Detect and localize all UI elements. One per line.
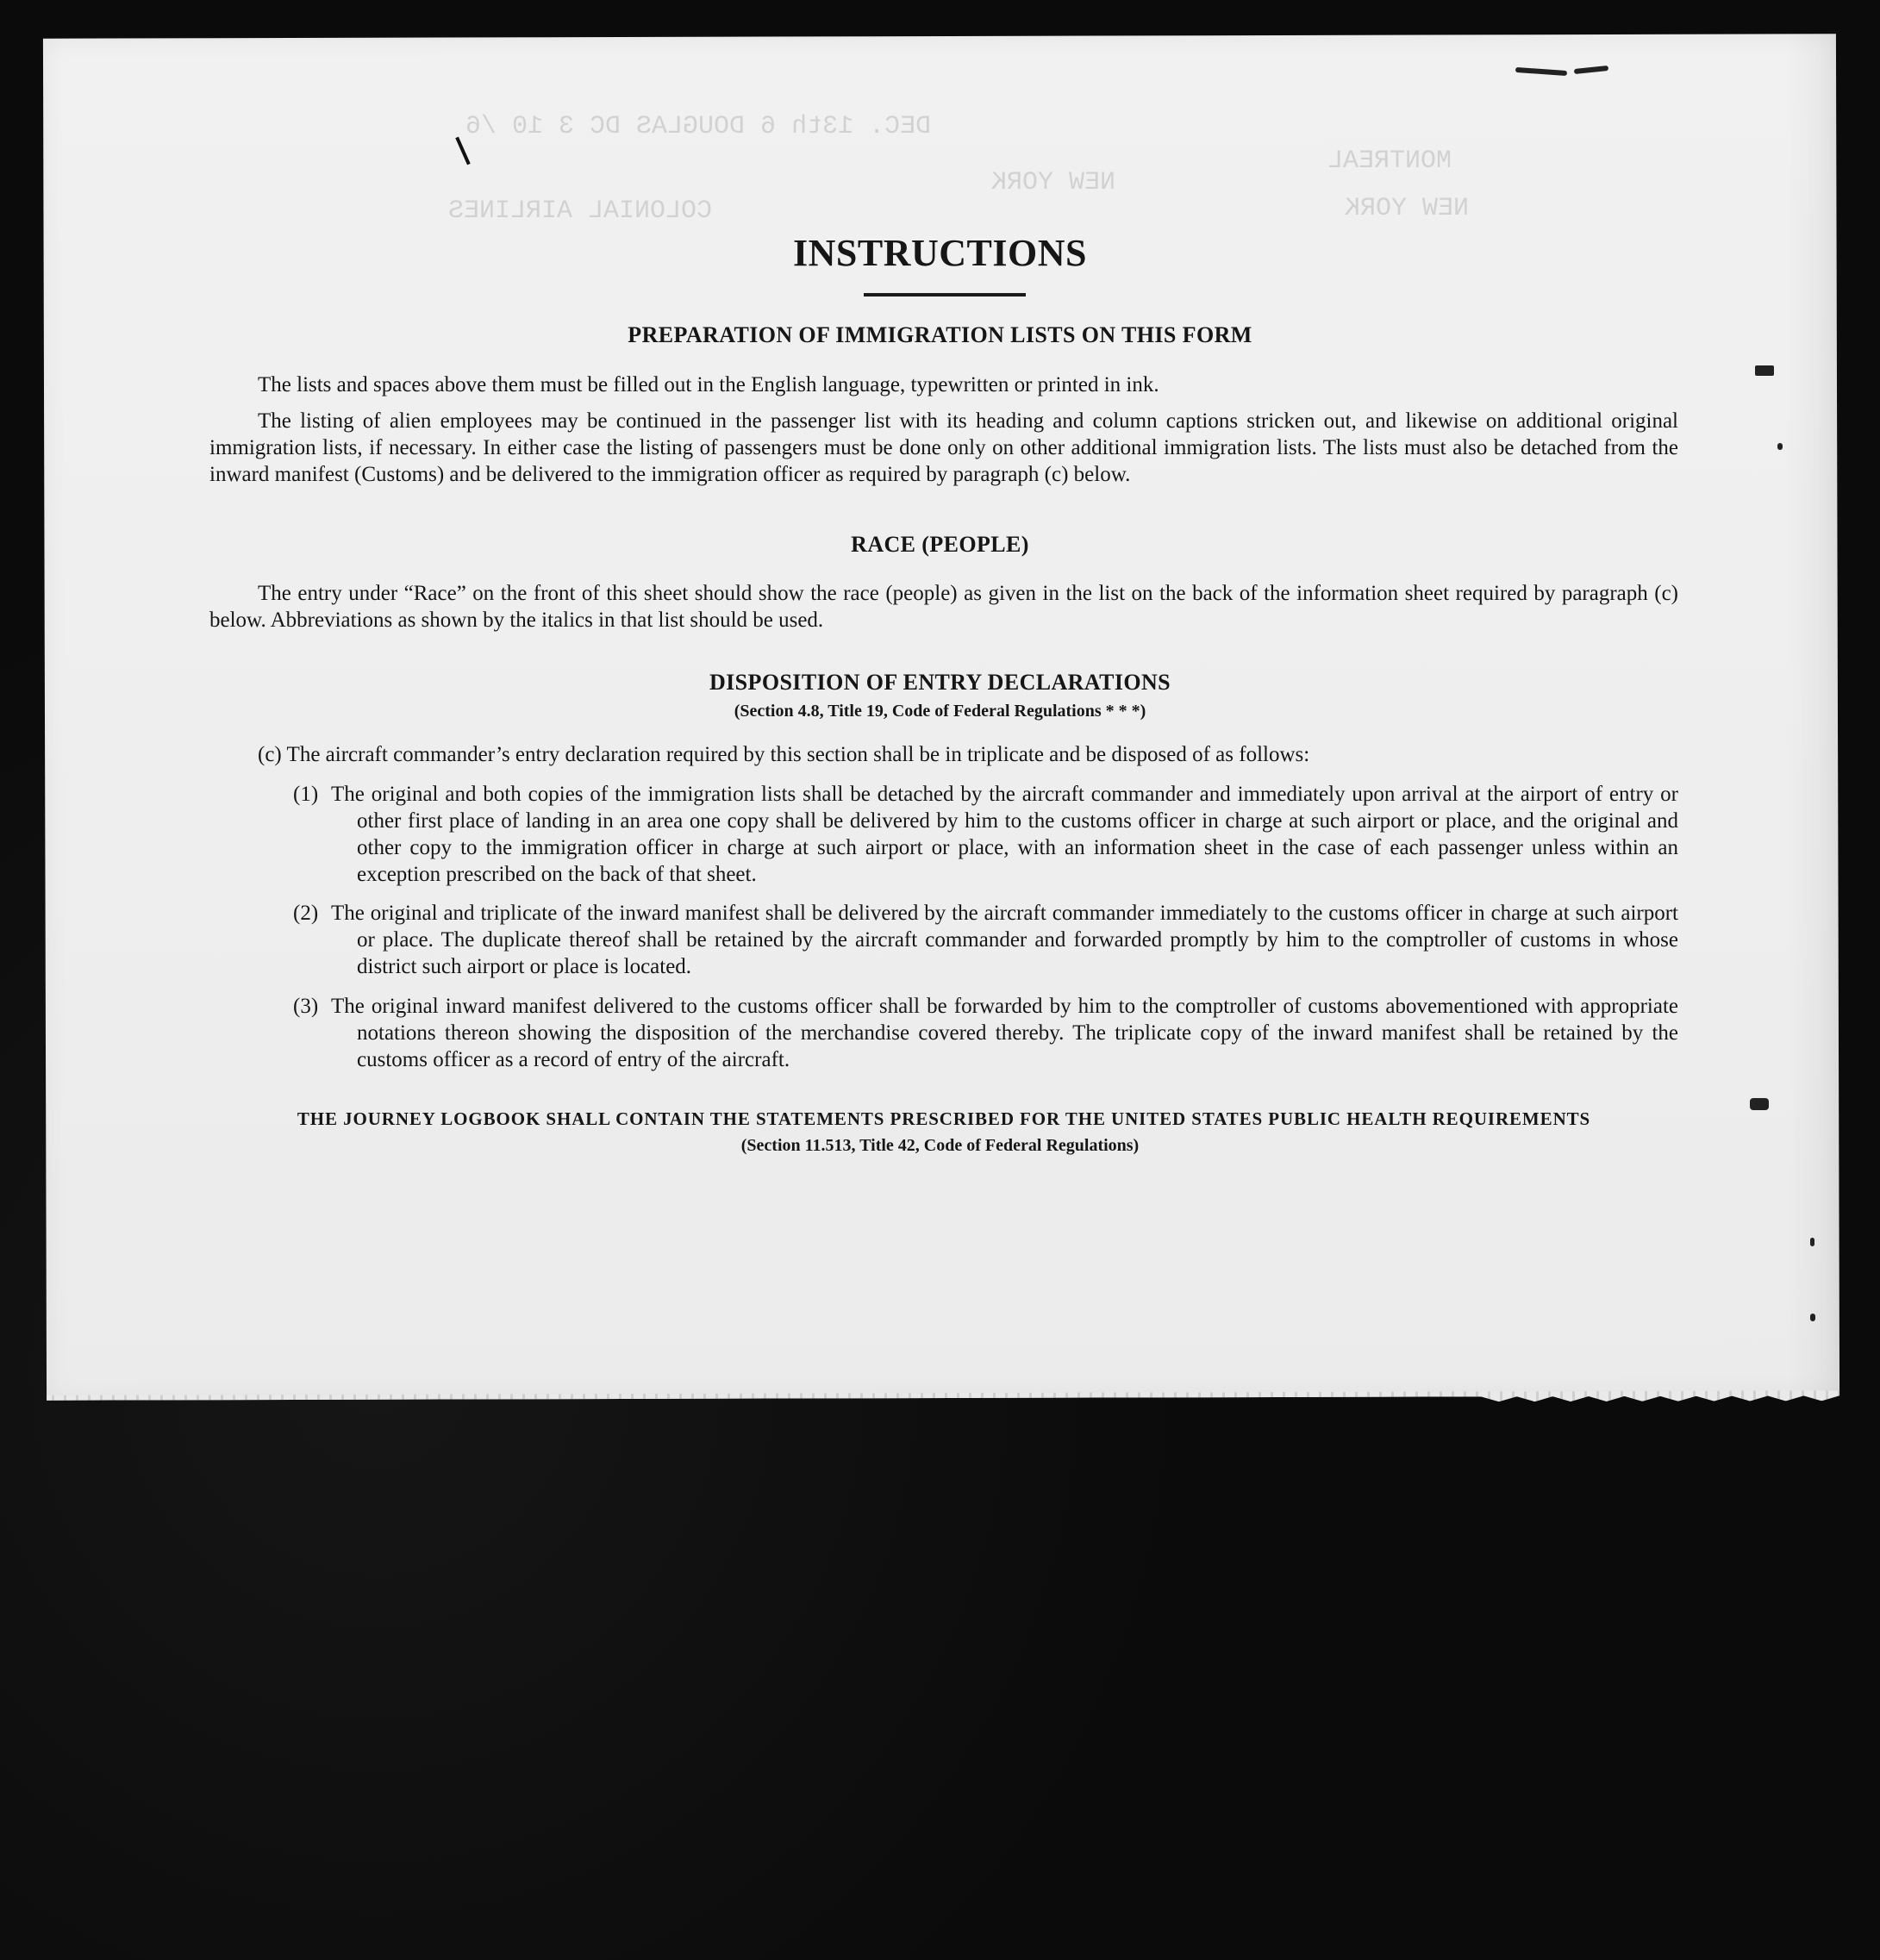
item-text: The original inward manifest delivered to the customs officer shall be forwarded by him to the comptroller of customs abovementioned with appropriate notations thereon showing the disposition of the merchandise covered thereby. The triplicate copy of the inward manifest shall be retained by the customs officer as a record of entry of the aircraft. xyxy=(331,995,1678,1071)
race-paragraph: The entry under “Race” on the front of this sheet should show the race (people) as given in the list on the back of the information sheet required by paragraph (c) below. Abbreviations as shown by the italics in that list should be used. xyxy=(209,582,1678,632)
bleed-through-text: COLONIAL AIRLINES xyxy=(448,197,713,226)
item-number: (3) xyxy=(293,995,319,1018)
item-text: The original and both copies of the immigration lists shall be detached by the aircraft commander and immediately upon arrival at the airport of entry or other first place of landing in an area one copy shall be delivered by him to the customs officer in charge at such airport or place, and the original and other copy to the immigration officer in charge at such airport or place, with an information sheet in the case of each passenger unless within an exception prescribed on the back of that sheet. xyxy=(331,783,1678,886)
logbook-reference: (Section 11.513, Title 42, Code of Federal Regulations) xyxy=(740,1136,1140,1155)
disposition-intro: (c) The aircraft commander’s entry declaration required by this section shall be in triplicate and be disposed of as follows: xyxy=(258,743,1310,766)
disposition-item-1 xyxy=(293,781,1678,888)
bleed-through-text: DEC. 13th 6 DOUGLAS DC 3 10 /6 xyxy=(465,112,932,141)
disposition-item-3 xyxy=(293,993,1678,1073)
item-number: (2) xyxy=(293,902,319,925)
race-heading: RACE (PEOPLE) xyxy=(851,532,1029,557)
item-number: (1) xyxy=(293,783,319,806)
disposition-item-2 xyxy=(293,900,1678,980)
title-underline xyxy=(864,293,1026,296)
preparation-paragraph-1: The lists and spaces above them must be filled out in the English language, typewritten or printed in ink. xyxy=(258,373,1159,396)
item-text: The original and triplicate of the inward manifest shall be delivered by the aircraft commander immediately to the customs officer in charge at such airport or place. The duplicate thereof shall be retained by the aircraft commander and forwarded promptly by him to the comptroller of customs in whose district such airport or place is located. xyxy=(331,902,1678,978)
preparation-heading: PREPARATION OF IMMIGRATION LISTS ON THIS FORM xyxy=(628,322,1252,347)
bleed-through-text: MONTREAL xyxy=(1327,147,1452,176)
logbook-statement: THE JOURNEY LOGBOOK SHALL CONTAIN THE STATEMENTS PRESCRIBED FOR THE UNITED STATES PUBLIC HEALTH REQUIREMENTS xyxy=(297,1108,1591,1129)
preparation-paragraph-2: The listing of alien employees may be continued in the passenger list with its heading and column captions stricken out, and likewise on additional original immigration lists, if necessary. In either case the listing of passengers must be done only on other additional immigration lists. The lists must also be detached from the inward manifest (Customs) and be delivered to the immigration officer as required by paragraph (c) below. xyxy=(209,409,1678,486)
page-title: INSTRUCTIONS xyxy=(793,232,1087,274)
disposition-reference: (Section 4.8, Title 19, Code of Federal Regulations * * *) xyxy=(734,702,1146,721)
disposition-heading: DISPOSITION OF ENTRY DECLARATIONS xyxy=(709,670,1171,695)
bleed-through-text: NEW YORK xyxy=(991,168,1116,197)
bleed-through-text: NEW YORK xyxy=(1345,194,1470,223)
